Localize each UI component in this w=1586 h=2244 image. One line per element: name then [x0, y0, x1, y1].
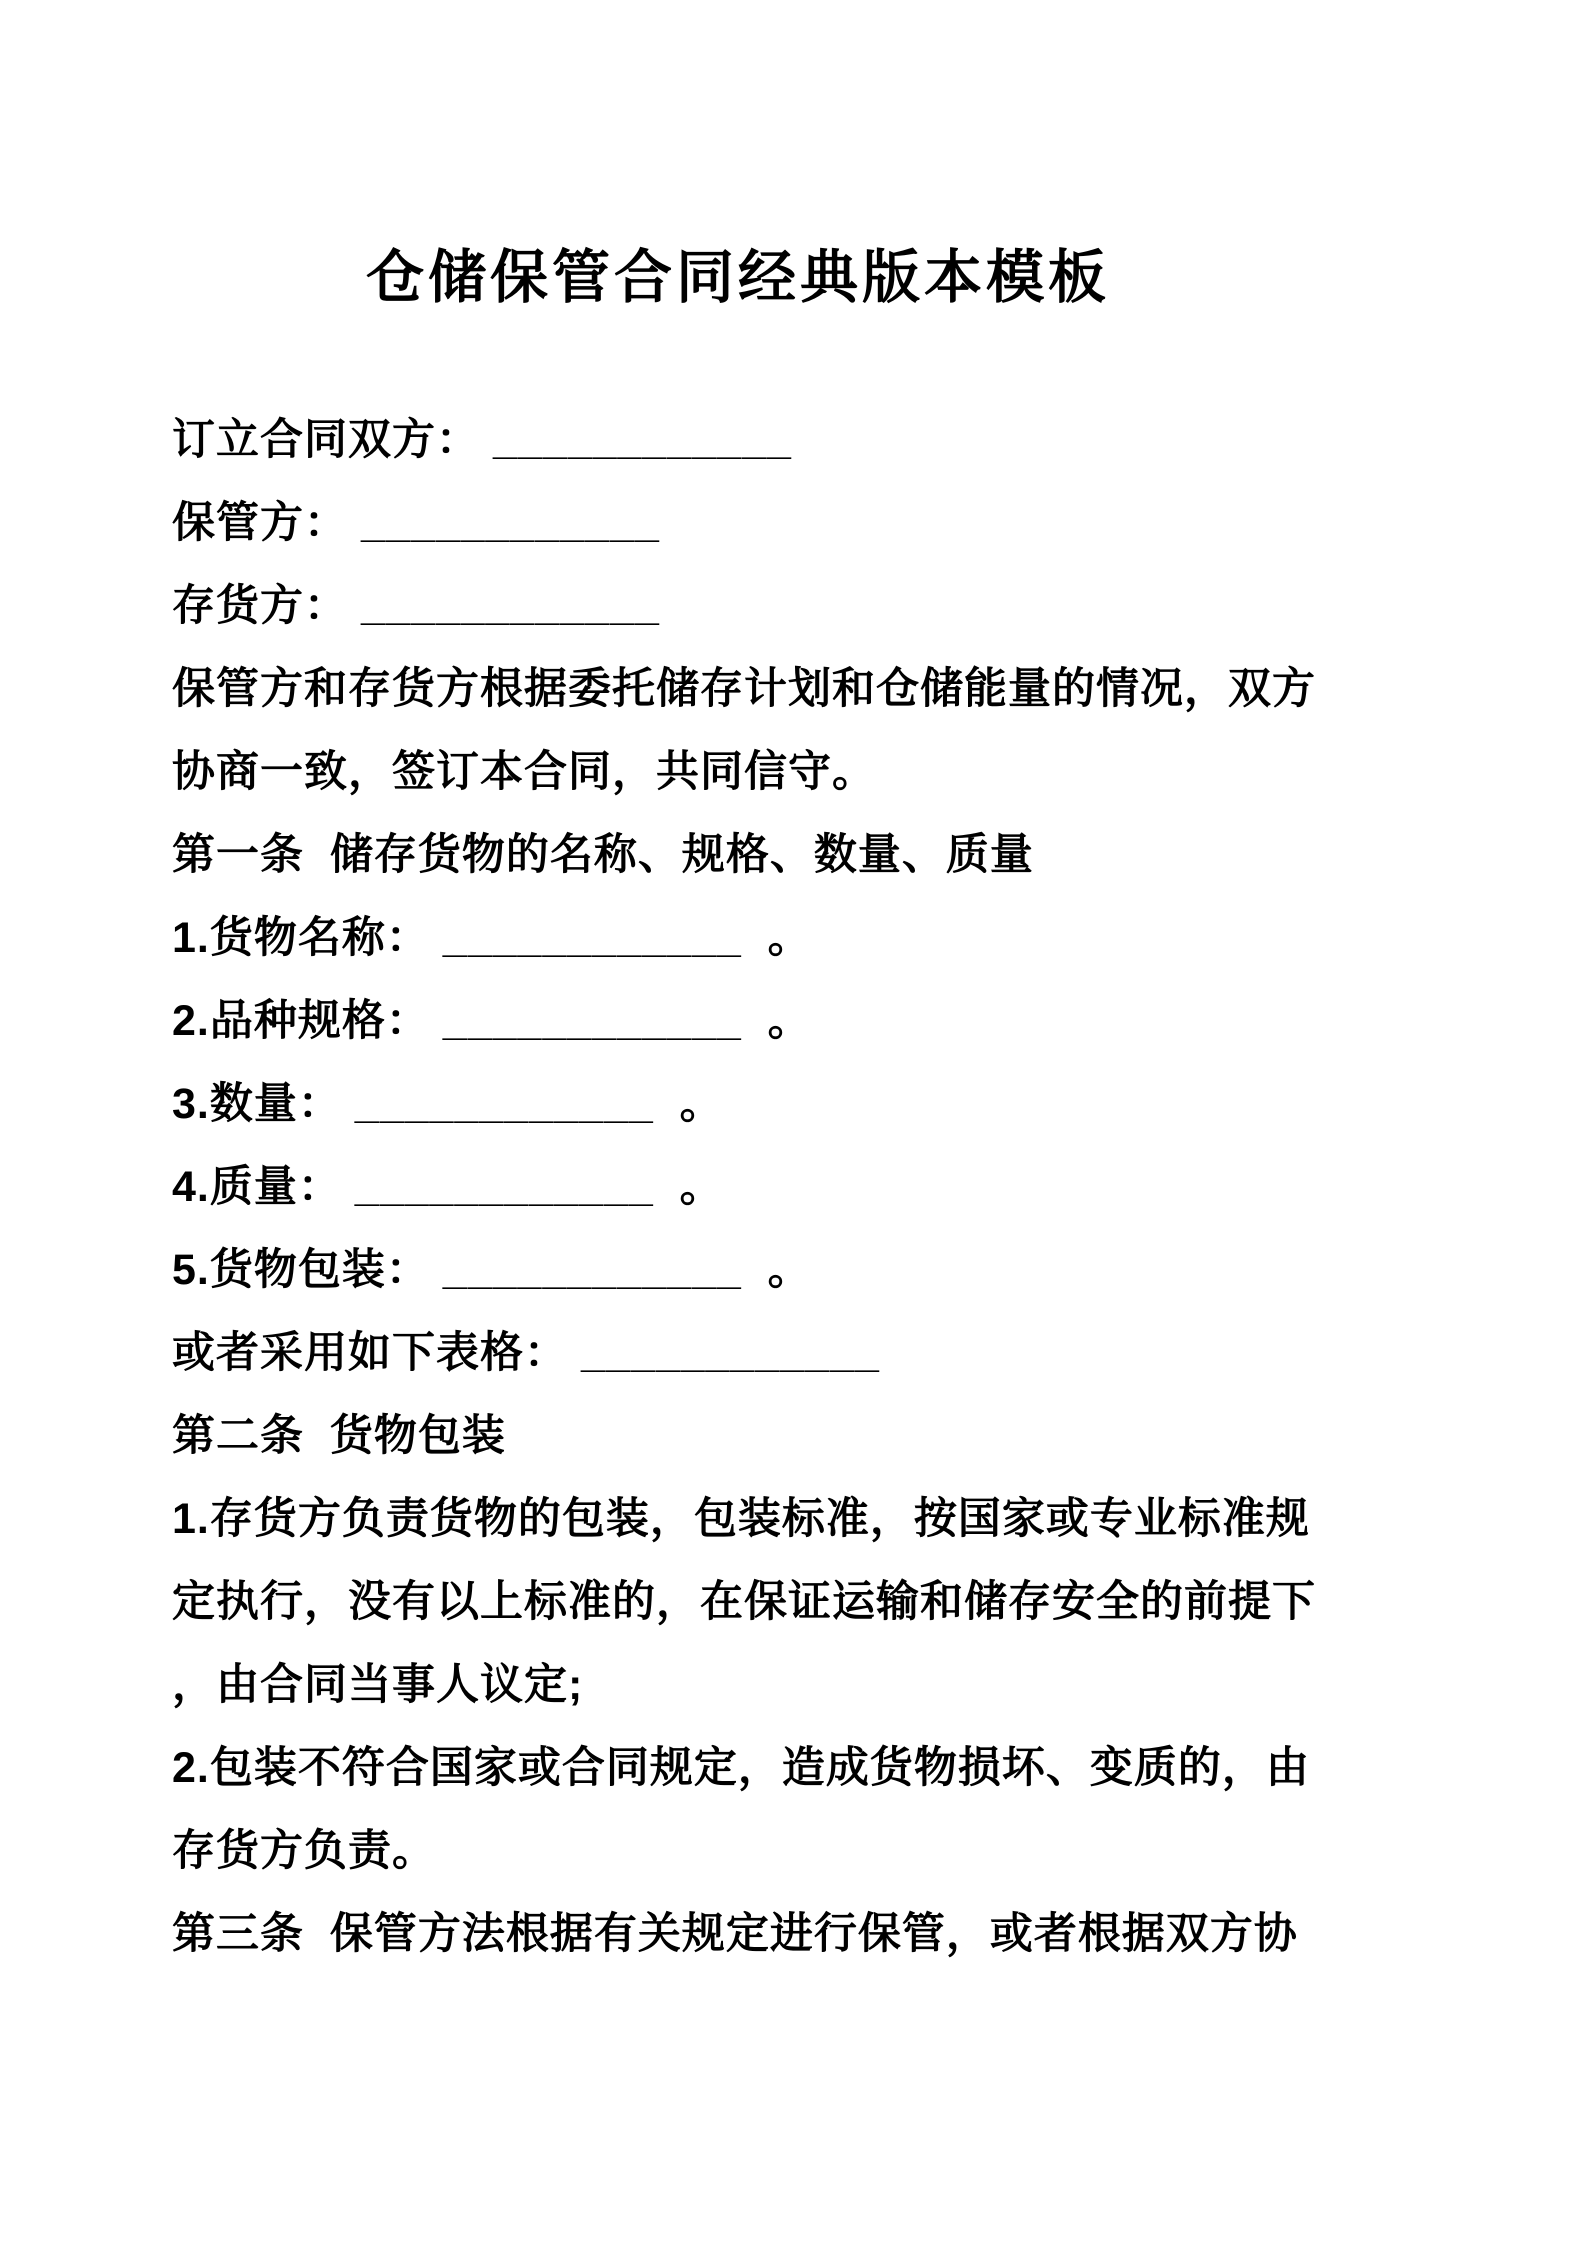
contract-line-packing-1c: ，由合同当事人议定; — [172, 1661, 584, 1709]
contract-line-goods-name: 1.货物名称： ____________ 。 — [172, 914, 812, 962]
contract-line-article-1: 第一条 储存货物的名称、规格、数量、质量 — [172, 831, 1034, 879]
document-title: 仓储保管合同经典版本模板 — [365, 245, 1110, 310]
contract-line-depositor: 存货方： ____________ — [172, 582, 660, 630]
contract-line-article-3: 第三条 保管方法根据有关规定进行保管，或者根据双方协 — [172, 1910, 1298, 1958]
contract-line-packing-2b: 存货方负责。 — [172, 1827, 436, 1875]
contract-line-quantity: 3.数量： ____________ 。 — [172, 1080, 724, 1128]
contract-line-packing-1a: 1.存货方负责货物的包装，包装标准，按国家或专业标准规 — [172, 1495, 1310, 1543]
contract-line-article-2: 第二条 货物包装 — [172, 1412, 506, 1460]
contract-line-table-option: 或者采用如下表格： ____________ — [172, 1329, 880, 1377]
contract-line-custodian: 保管方： ____________ — [172, 499, 660, 547]
contract-line-variety-spec: 2.品种规格： ____________ 。 — [172, 997, 812, 1045]
contract-line-quality: 4.质量： ____________ 。 — [172, 1163, 724, 1211]
contract-line-preamble-1: 保管方和存货方根据委托储存计划和仓储能量的情况，双方 — [172, 665, 1316, 713]
contract-line-preamble-2: 协商一致，签订本合同，共同信守。 — [172, 748, 876, 796]
contract-line-parties: 订立合同双方： ____________ — [172, 416, 792, 464]
document-body — [172, 399, 1526, 1976]
contract-line-packing-2a: 2.包装不符合国家或合同规定，造成货物损坏、变质的，由 — [172, 1744, 1310, 1792]
contract-line-goods-packing: 5.货物包装： ____________ 。 — [172, 1246, 812, 1294]
contract-line-packing-1b: 定执行，没有以上标准的，在保证运输和储存安全的前提下 — [172, 1578, 1316, 1626]
